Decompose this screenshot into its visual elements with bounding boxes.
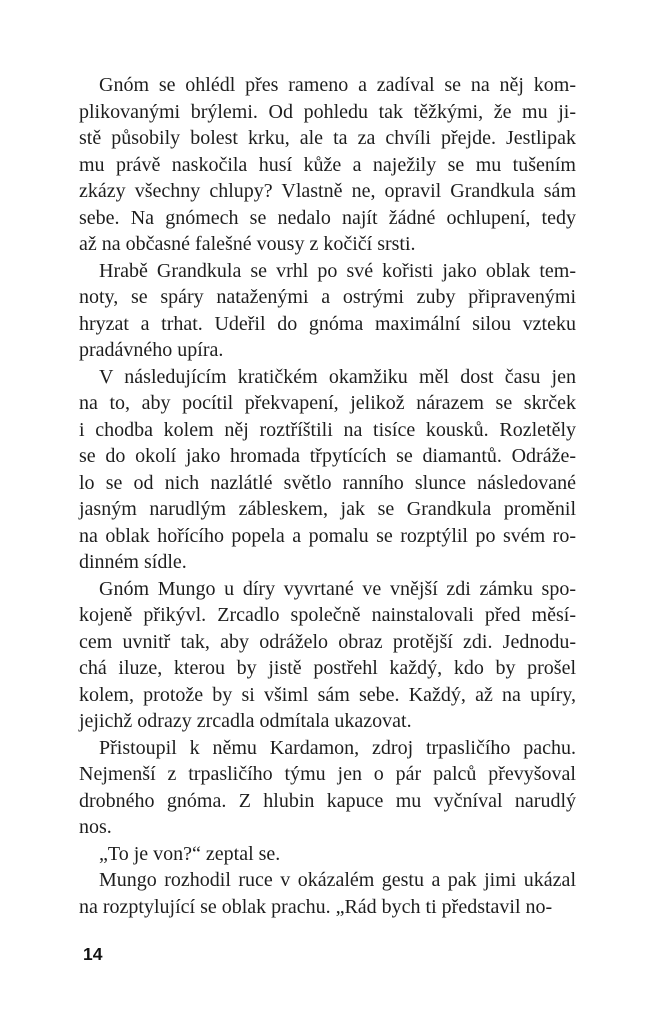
paragraph bbox=[79, 576, 576, 735]
text-line: kojeně přikývl. Zrcadlo společně nainstalovali před měsí- bbox=[79, 604, 576, 626]
text-line: pradávného upíra. bbox=[79, 339, 224, 361]
page-text bbox=[79, 72, 576, 920]
text-line: nos. bbox=[79, 816, 112, 838]
paragraph bbox=[79, 364, 576, 576]
text-line: zkázy všechny chlupy? Vlastně ne, opravil Grandkula sám bbox=[79, 180, 576, 202]
text-line: Mungo rozhodil ruce v okázalém gestu a pak jimi ukázal bbox=[99, 869, 576, 891]
text-line: hryzat a trhat. Udeřil do gnóma maximální silou vzteku bbox=[79, 312, 576, 335]
text-line: drobného gnóma. Z hlubin kapuce mu vyčníval narudlý bbox=[79, 789, 576, 812]
text-line: na rozptylující se oblak prachu. „Rád bych ti představil no- bbox=[79, 895, 553, 918]
text-line: na to, aby pocítil překvapení, jelikož nárazem se skrček bbox=[79, 392, 576, 414]
text-line: Gnóm Mungo u díry vyvrtané ve vnější zdi zámku spo- bbox=[99, 577, 576, 600]
paragraph bbox=[79, 258, 576, 364]
text-line: V následujícím kratičkém okamžiku měl dost času jen bbox=[99, 365, 576, 388]
paragraph bbox=[79, 735, 576, 841]
text-line: Gnóm se ohlédl přes rameno a zadíval se na něj kom- bbox=[99, 74, 576, 96]
page-number: 14 bbox=[83, 944, 103, 964]
paragraph bbox=[79, 841, 576, 868]
text-line: sebe. Na gnómech se nedalo najít žádné ochlupení, tedy bbox=[79, 206, 576, 229]
text-line: lo se od nich nazlátlé světlo ranního slunce následované bbox=[79, 471, 576, 494]
text-line: se do okolí jako hromada třpytících se diamantů. Odráže- bbox=[79, 445, 576, 467]
text-line: na oblak hořícího popela a pomalu se rozptýlil po svém ro- bbox=[79, 524, 576, 547]
text-line: jejichž odrazy zrcadla odmítala ukazovat. bbox=[79, 710, 412, 732]
paragraph bbox=[79, 867, 576, 920]
text-line: jasným narudlým zábleskem, jak se Grandkula proměnil bbox=[79, 498, 576, 520]
text-line: dinném sídle. bbox=[79, 551, 187, 573]
text-line: Nejmenší z trpasličího týmu jen o pár palců převyšoval bbox=[79, 763, 576, 785]
text-line: cem uvnitř tak, aby odráželo obraz protější zdi. Jednodu- bbox=[79, 630, 576, 653]
paragraph bbox=[79, 72, 576, 258]
text-line: kolem, protože by si všiml sám sebe. Každý, až na upíry, bbox=[79, 683, 576, 706]
text-line: „To je von?“ zeptal se. bbox=[99, 842, 281, 865]
text-line: plikovanými brýlemi. Od pohledu tak těžkými, že mu ji- bbox=[79, 100, 576, 123]
text-line: až na občasné falešné vousy z kočičí srsti. bbox=[79, 233, 416, 255]
text-line: i chodba kolem něj roztříštili na tisíce kousků. Rozletěly bbox=[79, 418, 576, 441]
text-line: chá iluze, kterou by jistě postřehl každý, kdo by prošel bbox=[79, 657, 576, 679]
text-line: Přistoupil k němu Kardamon, zdroj trpasličího pachu. bbox=[99, 736, 576, 759]
text-line: mu právě naskočila husí kůže a naježily se mu tušením bbox=[79, 153, 576, 176]
text-line: noty, se spáry nataženými a ostrými zuby připravenými bbox=[79, 286, 576, 308]
text-line: stě působily bolest krku, ale ta za chvíli přejde. Jestlipak bbox=[79, 127, 576, 149]
text-line: Hrabě Grandkula se vrhl po své kořisti jako oblak tem- bbox=[99, 259, 576, 282]
